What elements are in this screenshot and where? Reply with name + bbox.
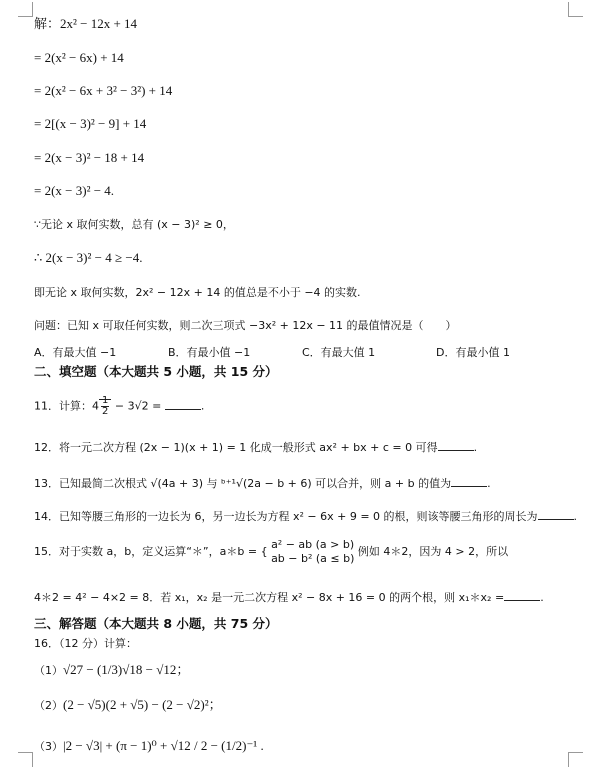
- q11-fraction: [101, 396, 109, 417]
- q16-part-3: [34, 738, 264, 755]
- section-3-heading: 三、解答题（本大题共 8 小题，共 75 分）: [34, 616, 278, 631]
- q14-answer-blank[interactable]: [538, 509, 574, 520]
- q16-part-2: [34, 697, 222, 714]
- q16-part-1-expr: √27 − (1/3)√18 − √12；: [63, 662, 190, 677]
- option-d[interactable]: D．有最小值 1: [436, 346, 510, 359]
- option-a[interactable]: A．有最大值 −1: [34, 346, 117, 359]
- q11-number: 11．: [34, 399, 59, 413]
- q11-lead: 计算：4: [59, 399, 99, 413]
- corner-mark-bottom-left: [18, 752, 33, 767]
- question-15-part-2: 4＊2 = 4² − 4×2 = 8．若 x₁，x₂ 是一元二次方程 x² − 8x + 16 = 0 的两个根，则 x₁＊x₂ = .: [34, 591, 544, 604]
- option-b[interactable]: B．有最小值 −1: [168, 346, 251, 359]
- question-15-part-1: [34, 538, 508, 566]
- question-12: 12．将一元二次方程 (2x − 1)(x + 1) = 1 化成一般形式 ax² + bx + c = 0 可得 .: [34, 441, 478, 454]
- q13-text: 13．已知最简二次根式 √(4a + 3) 与 ᵇ⁺¹√(2a − b + 6) 可以合并，则 a + b 的值为: [34, 477, 452, 490]
- q16-part-1-label: （1）: [34, 664, 63, 677]
- q11-radical: [99, 395, 111, 417]
- q15-case-2: ab − b² (a ≤ b): [271, 552, 355, 565]
- q15-answer-blank[interactable]: [504, 590, 540, 601]
- q16-part-2-expr: (2 − √5)(2 + √5) − (2 − √2)²；: [63, 697, 222, 712]
- q12-answer-blank[interactable]: [438, 440, 474, 451]
- q15-text-b: 例如 4＊2，因为 4 > 2，所以: [357, 545, 509, 558]
- corner-mark-top-left: [18, 2, 33, 17]
- q15-cases: [271, 538, 354, 566]
- corner-mark-bottom-right: [568, 752, 583, 767]
- option-c[interactable]: C．有最大值 1: [302, 346, 376, 359]
- solution-line-9: 即无论 x 取何实数，2x² − 12x + 14 的值总是不小于 −4 的实数.: [34, 286, 361, 299]
- solution-line-6: = 2(x − 3)² − 4.: [34, 183, 115, 198]
- q11-denominator: 2: [102, 406, 109, 417]
- q15-case-1: a² − ab (a > b): [271, 538, 355, 551]
- q16-part-3-label: （3）: [34, 740, 63, 753]
- solution-line-4: = 2[(x − 3)² − 9] + 14: [34, 116, 147, 131]
- corner-mark-top-right: [568, 2, 583, 17]
- section-2-heading: 二、填空题（本大题共 5 小题，共 15 分）: [34, 364, 278, 379]
- q15-text-c: 4＊2 = 4² − 4×2 = 8．若 x₁，x₂ 是一元二次方程 x² − 8x + 16 = 0 的两个根，则 x₁＊x₂ =: [34, 591, 505, 604]
- q15-piecewise: {: [260, 545, 268, 558]
- solution-line-5: = 2(x − 3)² − 18 + 14: [34, 150, 145, 165]
- q16-part-2-label: （2）: [34, 699, 63, 712]
- q11-numerator: 1: [102, 395, 109, 406]
- q11-answer-blank[interactable]: [165, 399, 201, 410]
- question-13: 13．已知最简二次根式 √(4a + 3) 与 ᵇ⁺¹√(2a − b + 6) 可以合并，则 a + b 的值为 .: [34, 477, 491, 490]
- question-stem: 问题：已知 x 可取任何实数，则二次三项式 −3x² + 12x − 11 的最值情况是（ ）: [34, 319, 457, 332]
- solution-line-7: ∵无论 x 取何实数，总有 (x − 3)² ≥ 0，: [34, 218, 234, 231]
- q12-text: 12．将一元二次方程 (2x − 1)(x + 1) = 1 化成一般形式 ax² + bx + c = 0 可得: [34, 441, 438, 454]
- q13-answer-blank[interactable]: [451, 476, 487, 487]
- solution-line-2: = 2(x² − 6x) + 14: [34, 50, 124, 65]
- q16-part-3-expr: |2 − √3| + (π − 1)⁰ + √12 / 2 − (1/2)⁻¹ .: [63, 738, 264, 753]
- solution-line-1: 解：2x² − 12x + 14: [34, 16, 138, 31]
- question-11: 11．计算：4 $\frac{1}{2}$ − 3√2 = .: [34, 395, 205, 417]
- solution-line-8: ∴ 2(x − 3)² − 4 ≥ −4.: [34, 250, 143, 265]
- question-14: 14．已知等腰三角形的一边长为 6，另一边长为方程 x² − 6x + 9 = 0 的根，则该等腰三角形的周长为 .: [34, 510, 578, 523]
- solution-line-3: = 2(x² − 6x + 3² − 3²) + 14: [34, 83, 173, 98]
- q11-rest: − 3√2 =: [114, 399, 162, 413]
- q16-part-1: [34, 662, 189, 679]
- q14-text: 14．已知等腰三角形的一边长为 6，另一边长为方程 x² − 6x + 9 = 0 的根，则该等腰三角形的周长为: [34, 510, 538, 523]
- q15-text-a: 15．对于实数 a，b，定义运算“＊”，a＊b =: [34, 545, 258, 558]
- question-16: 16．（12 分）计算：: [34, 637, 137, 650]
